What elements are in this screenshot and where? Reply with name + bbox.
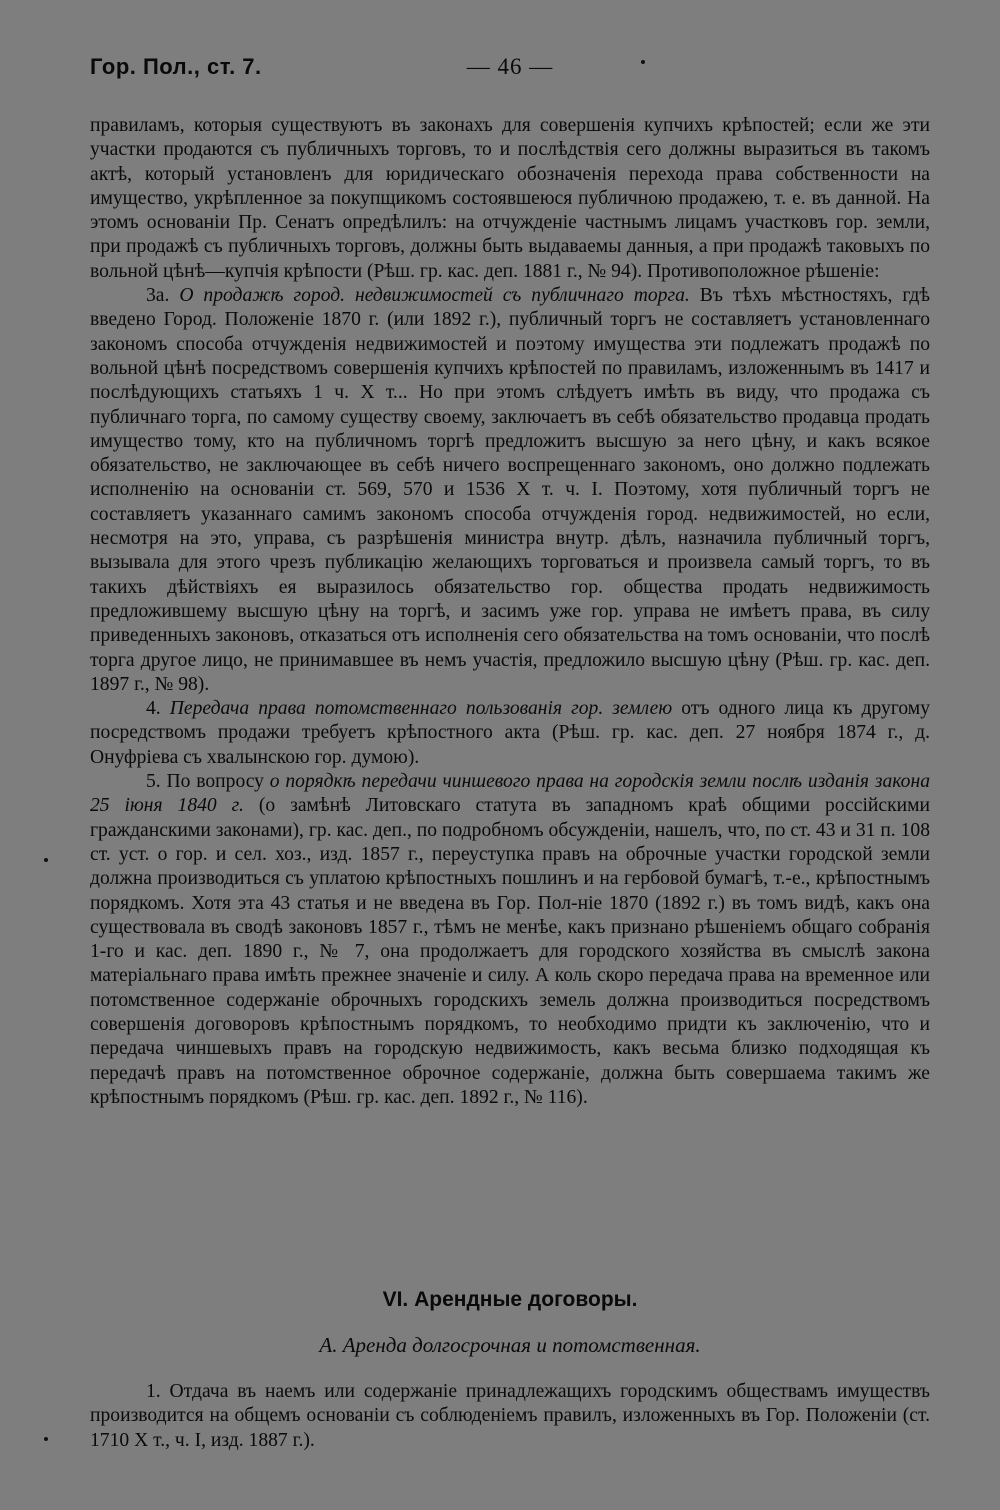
text-run: 5. По вопросу bbox=[146, 771, 270, 793]
italic-heading: Передача права потомственнаго пользованія гор. землею bbox=[169, 698, 673, 720]
print-speck bbox=[44, 858, 48, 862]
paragraph bbox=[90, 770, 930, 1110]
final-paragraph bbox=[90, 1380, 930, 1453]
text-run: правиламъ, которыя существуютъ въ законахъ для совершенія купчихъ крѣпостей; если же эти участки продаются съ публичныхъ торговъ, то и послѣдствія сего должны выразиться въ такомъ актѣ, который установленъ для юридическаго обозначенія перехода права собственности на имущество, укрѣпленное за покупщикомъ состоявшеюся публичною продажею, т. е. въ данной. На этомъ основаніи Пр. Сенатъ опредѣлилъ: на отчужденіе частнымъ лицамъ участковъ гор. земли, при продажѣ съ публичныхъ торговъ, должны быть выдаваемы данныя, а при продажѣ таковыхъ по вольной цѣнѣ—купчія крѣпости (Рѣш. гр. кас. деп. 1881 г., № 94). Противоположное рѣшеніе: bbox=[90, 115, 930, 282]
main-text bbox=[90, 114, 930, 1110]
paragraph bbox=[90, 697, 930, 770]
print-speck bbox=[641, 60, 645, 64]
text-run: 4. bbox=[146, 698, 170, 720]
page-header bbox=[90, 54, 930, 88]
subsection-title-text: А. Аренда долгосрочная и потомственная. bbox=[319, 1333, 701, 1357]
running-head: Гор. Пол., ст. 7. bbox=[90, 54, 262, 79]
page-number: — 46 — bbox=[466, 54, 554, 79]
subsection-title bbox=[90, 1333, 930, 1358]
italic-heading: о порядкѣ передачи чиншевого права на городскія земли послѣ изданія закона 25 іюня 1840 г. bbox=[90, 771, 930, 817]
section-title: VI. Арендные договоры. bbox=[382, 1288, 638, 1311]
paragraph bbox=[90, 114, 930, 284]
text-run: (о замѣнѣ Литовскаго статута въ западномъ краѣ общими россійскими гражданскими законами), гр. кас. деп., по подробномъ обсужденіи, нашелъ, что, по ст. 43 и 31 п. 108 ст. уст. о гор. и сел. хоз., изд. 1857 г., переуступка правъ на оброчные участки городской земли должна производиться съ уплатою крѣпостныхъ пошлинъ и на гербовой бумагѣ, т.-е., крѣпостнымъ порядкомъ. Хотя эта 43 статья и не введена въ Гор. Пол-ніе 1870 (1892 г.) въ томъ видѣ, какъ она существовала въ сводѣ законовъ 1857 г., тѣмъ не менѣе, какъ признано рѣшеніемъ общаго собранія 1-го и кас. деп. 1890 г., № 7, она продолжаетъ для городского хозяйства въ смыслѣ закона матеріальнаго права имѣть прежнее значеніе и силу. А коль скоро передача права на временное или потомственное содержаніе оброчныхъ городскихъ земель должна производиться посредствомъ совершенія договоровъ крѣпостнымъ порядкомъ, то необходимо придти къ заключенію, что и передача чиншевыхъ правъ на городскую недвижимость, какъ весьма близко подходящая къ передачѣ правъ на потомственное оброчное содержаніе, должна быть совершаема такимъ же крѣпостнымъ порядкомъ (Рѣш. гр. кас. деп. 1892 г., № 116). bbox=[90, 795, 930, 1108]
italic-heading: О продажѣ город. недвижимостей съ публичнаго торга. bbox=[179, 285, 690, 307]
paragraph: 1. Отдача въ наемъ или содержаніе принадлежащихъ городскимъ обществамъ имуществъ производится на общемъ основаніи съ соблюденіемъ правилъ, изложенныхъ въ Гор. Положеніи (ст. 1710 X т., ч. I, изд. 1887 г.). bbox=[90, 1381, 930, 1451]
text-run: 3а. bbox=[146, 285, 180, 307]
text-run: Въ тѣхъ мѣстностяхъ, гдѣ введено Город. Положеніе 1870 г. (или 1892 г.), публичный торгъ не составляетъ установленнаго закономъ способа отчужденія недвижимостей и поэтому имущества эти подлежатъ продажѣ по вольной цѣнѣ посредствомъ совершенія купчихъ крѣпостей по правиламъ, изложеннымъ въ 1417 и послѣдующихъ статьяхъ 1 ч. X т... Но при этомъ слѣдуетъ имѣть въ виду, что продажа съ публичнаго торга, по самому существу своему, заключаетъ въ себѣ обязательство продавца продать имущество тому, кто на публичномъ торгѣ предложитъ высшую за него цѣну, и какъ всякое обязательство, не заключающее въ себѣ ничего воспрещеннаго закономъ, оно должно подлежать исполненію на основаніи ст. 569, 570 и 1536 X т. ч. I. Поэтому, хотя публичный торгъ не составляетъ указаннаго самимъ закономъ способа отчужденія город. недвижимостей, но если, несмотря на это, управа, съ разрѣшенія министра внутр. дѣлъ, назначила публичный торгъ, вызывала для этого чрезъ публикацію желающихъ торговаться и произвела самый торгъ, то въ такихъ дѣйствіяхъ ея выразилось обязательство гор. общества продать недвижимость предложившему высшую цѣну на торгѣ, и засимъ уже гор. управа не имѣетъ права, въ силу приведенныхъ законовъ, отказаться отъ исполненія сего обязательства на томъ основаніи, что послѣ торга другое лицо, не принимавшее въ немъ участія, предложило высшую цѣну (Рѣш. гр. кас. деп. 1897 г., № 98). bbox=[90, 285, 930, 695]
text-run: отъ одного лица къ другому посредствомъ продажи требуетъ крѣпостного акта (Рѣш. гр. кас. деп. 27 ноября 1874 г., д. Онуфріева съ хвалынскою гор. думою). bbox=[90, 698, 931, 768]
paragraph bbox=[90, 284, 930, 697]
print-speck bbox=[44, 1437, 48, 1441]
